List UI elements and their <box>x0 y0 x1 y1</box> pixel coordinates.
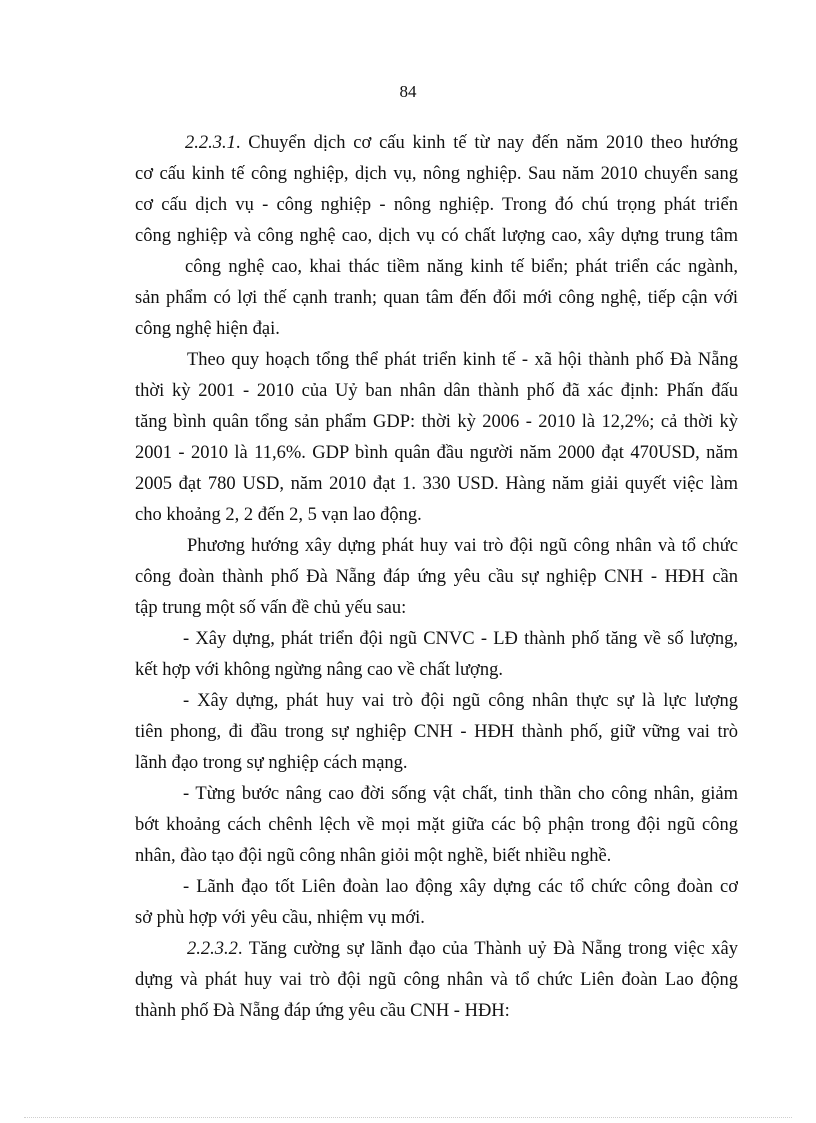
line-text: tăng bình quân tổng sản phẩm GDP: thời kỳ 2006 - 2010 là 12,2%; cả thời kỳ <box>135 412 738 432</box>
line-text: sản phẩm có lợi thế cạnh tranh; quan tâm đến đổi mới công nghệ, tiếp cận với <box>135 288 738 308</box>
text-line <box>135 345 738 376</box>
text-line <box>135 407 738 438</box>
text-line <box>135 686 738 717</box>
text-line <box>135 903 738 934</box>
text-line <box>135 159 738 190</box>
line-text: tập trung một số vấn đề chủ yếu sau: <box>135 598 407 618</box>
text-line <box>135 841 738 872</box>
text-line <box>135 283 738 314</box>
text-line <box>135 221 738 252</box>
paragraph-p4 <box>135 624 738 686</box>
line-text: công nghiệp và công nghệ cao, dịch vụ có chất lượng cao, xây dựng trung tâm <box>135 226 738 246</box>
line-text: công nghệ hiện đại. <box>135 319 280 339</box>
text-line <box>135 996 738 1027</box>
line-text: 2005 đạt 780 USD, năm 2010 đạt 1. 330 USD. Hàng năm giải quyết việc làm <box>135 474 738 494</box>
text-line <box>135 965 738 996</box>
text-line <box>135 252 738 283</box>
line-text: 2001 - 2010 là 11,6%. GDP bình quân đầu người năm 2000 đạt 470USD, năm <box>135 443 738 463</box>
section-number: 2.2.3.1 <box>185 133 236 153</box>
paragraph-p3 <box>135 531 738 624</box>
line-text: lãnh đạo trong sự nghiệp cách mạng. <box>135 753 408 773</box>
line-text: công đoàn thành phố Đà Nẵng đáp ứng yêu cầu sự nghiệp CNH - HĐH cần <box>135 567 738 587</box>
text-line <box>135 376 738 407</box>
line-text: - Từng bước nâng cao đời sống vật chất, tinh thần cho công nhân, giảm <box>183 784 738 804</box>
text-line <box>135 500 738 531</box>
paragraph-p2 <box>135 345 738 531</box>
text-line <box>135 128 738 159</box>
page-number: 84 <box>399 82 417 101</box>
line-text: cơ cấu kinh tế công nghiệp, dịch vụ, nông nghiệp. Sau năm 2010 chuyển sang <box>135 164 738 184</box>
text-line <box>135 438 738 469</box>
text-line <box>135 810 738 841</box>
text-line <box>135 748 738 779</box>
line-text: Theo quy hoạch tổng thể phát triển kinh tế - xã hội thành phố Đà Nẵng <box>187 350 738 370</box>
line-text: kết hợp với không ngừng nâng cao về chất lượng. <box>135 660 503 680</box>
line-text: sở phù hợp với yêu cầu, nhiệm vụ mới. <box>135 908 425 928</box>
line-text: - Xây dựng, phát huy vai trò đội ngũ công nhân thực sự là lực lượng <box>183 691 738 711</box>
line-text: cơ cấu dịch vụ - công nghiệp - nông nghiệp. Trong đó chú trọng phát triển <box>135 195 738 215</box>
text-line <box>135 624 738 655</box>
line-text: công nghệ cao, khai thác tiềm năng kinh tế biển; phát triển các ngành, <box>185 257 738 277</box>
line-text: . Chuyển dịch cơ cấu kinh tế từ nay đến năm 2010 theo hướng <box>235 133 738 153</box>
line-text: bớt khoảng cách chênh lệch về mọi mặt giữa các bộ phận trong đội ngũ công <box>135 815 738 835</box>
paragraph-p8 <box>135 934 738 1027</box>
text-line <box>135 190 738 221</box>
line-text: thời kỳ 2001 - 2010 của Uỷ ban nhân dân thành phố đã xác định: Phấn đấu <box>135 381 738 401</box>
text-line <box>135 779 738 810</box>
text-line <box>135 314 738 345</box>
paragraph-p1 <box>135 128 738 345</box>
text-line <box>135 655 738 686</box>
line-text: thành phố Đà Nẵng đáp ứng yêu cầu CNH - HĐH: <box>135 1001 510 1021</box>
line-text: nhân, đào tạo đội ngũ công nhân giỏi một nghề, biết nhiều nghề. <box>135 846 612 866</box>
paragraph-p6 <box>135 779 738 872</box>
text-line <box>135 531 738 562</box>
line-text: tiên phong, đi đầu trong sự nghiệp CNH - HĐH thành phố, giữ vững vai trò <box>135 722 738 742</box>
paragraph-p5 <box>135 686 738 779</box>
line-text: cho khoảng 2, 2 đến 2, 5 vạn lao động. <box>135 505 422 525</box>
text-line <box>135 717 738 748</box>
line-text: - Lãnh đạo tốt Liên đoàn lao động xây dựng các tổ chức công đoàn cơ <box>183 877 738 897</box>
text-line <box>135 469 738 500</box>
line-text: - Xây dựng, phát triển đội ngũ CNVC - LĐ thành phố tăng về số lượng, <box>183 629 738 649</box>
text-line <box>135 872 738 903</box>
section-number: 2.2.3.2 <box>187 939 238 959</box>
text-line <box>135 593 738 624</box>
text-line <box>135 562 738 593</box>
paragraph-p7 <box>135 872 738 934</box>
text-line <box>135 934 738 965</box>
line-text: Phương hướng xây dựng phát huy vai trò đội ngũ công nhân và tổ chức <box>187 536 738 556</box>
line-text: dựng và phát huy vai trò đội ngũ công nhân và tổ chức Liên đoàn Lao động <box>135 970 738 990</box>
document-body <box>135 128 738 1027</box>
line-text: . Tăng cường sự lãnh đạo của Thành uỷ Đà Nẵng trong việc xây <box>237 939 738 959</box>
page-bottom-border <box>24 1117 792 1118</box>
